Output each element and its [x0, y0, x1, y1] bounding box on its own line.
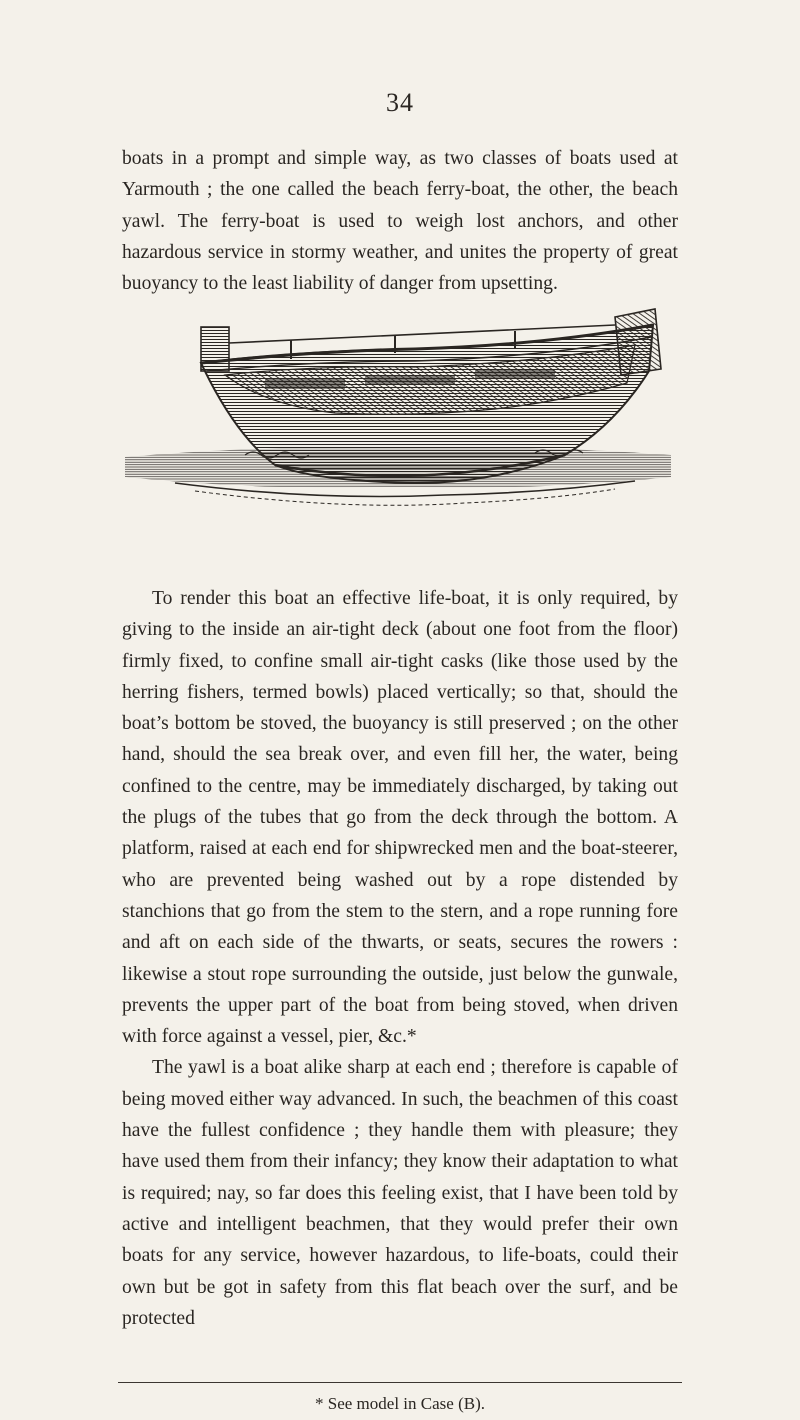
paragraph-life-boat: To render this boat an effective life-boat, it is only required, by giving to the inside an air-tight deck (about one foot from the floor) firmly fixed, to confine small air-tight casks (like those used by the herring fishers, termed bowls) placed vertically; so that, should the boat’s bottom be stoved, the buoyancy is still preserved ; on the other hand, should the sea break over, and even fill her, the water, being confined to the centre, may be immediately discharged, by taking out the plugs of the tubes that go from the deck through the bottom. A platform, raised at each end for shipwrecked men and the boat-steerer, who are prevented being washed out by a rope distended by stanchions that go from the stem to the stern, and a rope running fore and aft on each side of the thwarts, or seats, secures the rowers : likewise a stout rope surrounding the outside, just below the gunwale, prevents the upper part of the boat from being stoved, when driven with force against a vessel, pier, &c.*: [122, 588, 678, 1048]
text-block-main: [122, 583, 678, 1334]
page-number: 34: [386, 88, 414, 117]
boat-engraving: [115, 305, 681, 517]
paragraph-ferry-boat-intro: boats in a prompt and simple way, as two classes of boats used at Yarmouth ; the one called the beach ferry-boat, the other, the beach yawl. The ferry-boat is used to weigh lost anchors, and other hazardous service in stormy weather, and unites the property of great buoyancy to the least liability of danger from upsetting.: [122, 148, 678, 295]
paragraph-yawl: The yawl is a boat alike sharp at each end ; therefore is capable of being moved either way advanced. In such, the beachmen of this coast have the fullest confidence ; they handle them with pleasure; they have used them from their infancy; they know their adaptation to what is required; nay, so far does this feeling exist, that I have been told by active and intelligent beachmen, that they would prefer their own boats for any service, however hazardous, to life-boats, could their own but be got in safety from this flat beach over the surf, and be protected: [122, 1057, 678, 1329]
text-block-top: [122, 143, 678, 299]
footnote-rule: [118, 1382, 682, 1383]
footnote: * See model in Case (B).: [315, 1394, 485, 1413]
